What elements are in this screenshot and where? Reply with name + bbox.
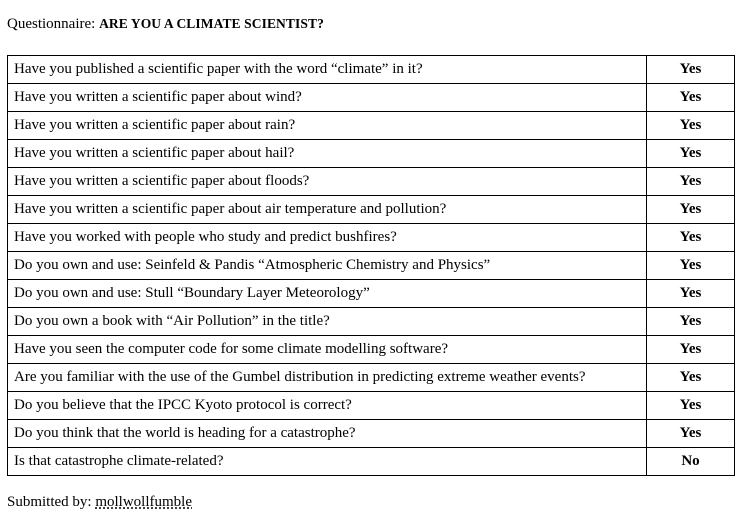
question-cell: Have you written a scientific paper about rain?	[8, 112, 647, 140]
table-row	[8, 196, 735, 224]
answer-cell: Yes	[647, 112, 735, 140]
question-cell: Have you written a scientific paper about hail?	[8, 140, 647, 168]
answer-cell: Yes	[647, 392, 735, 420]
questionnaire-table	[7, 55, 735, 476]
answer-cell: Yes	[647, 420, 735, 448]
submission-footer	[7, 494, 192, 511]
questionnaire-title: ARE YOU A CLIMATE SCIENTIST?	[99, 16, 324, 31]
question-cell: Have you written a scientific paper about air temperature and pollution?	[8, 196, 647, 224]
answer-cell: Yes	[647, 252, 735, 280]
answer-cell: Yes	[647, 364, 735, 392]
question-cell: Have you worked with people who study and predict bushfires?	[8, 224, 647, 252]
question-cell: Have you written a scientific paper about wind?	[8, 84, 647, 112]
submitter-username[interactable]: mollwollfumble	[95, 494, 193, 510]
question-cell: Do you think that the world is heading for a catastrophe?	[8, 420, 647, 448]
table-row	[8, 140, 735, 168]
table-row	[8, 224, 735, 252]
answer-cell: Yes	[647, 308, 735, 336]
question-cell: Do you own a book with “Air Pollution” in the title?	[8, 308, 647, 336]
table-row	[8, 308, 735, 336]
question-cell: Do you believe that the IPCC Kyoto protocol is correct?	[8, 392, 647, 420]
answer-cell: Yes	[647, 140, 735, 168]
table-row	[8, 112, 735, 140]
heading-label: Questionnaire:	[7, 16, 100, 32]
table-row	[8, 168, 735, 196]
question-cell: Have you written a scientific paper about floods?	[8, 168, 647, 196]
table-row	[8, 420, 735, 448]
answer-cell: Yes	[647, 168, 735, 196]
question-cell: Are you familiar with the use of the Gumbel distribution in predicting extreme weather events?	[8, 364, 647, 392]
table-row	[8, 56, 735, 84]
question-cell: Have you published a scientific paper with the word “climate” in it?	[8, 56, 647, 84]
table-row	[8, 84, 735, 112]
answer-cell: Yes	[647, 336, 735, 364]
question-cell: Is that catastrophe climate-related?	[8, 448, 647, 476]
answer-cell: Yes	[647, 196, 735, 224]
answer-cell: Yes	[647, 84, 735, 112]
answer-cell: No	[647, 448, 735, 476]
question-cell: Have you seen the computer code for some climate modelling software?	[8, 336, 647, 364]
answer-cell: Yes	[647, 224, 735, 252]
table-row	[8, 336, 735, 364]
answer-cell: Yes	[647, 280, 735, 308]
footer-label: Submitted by:	[7, 494, 96, 510]
table-row	[8, 448, 735, 476]
table-row	[8, 280, 735, 308]
question-cell: Do you own and use: Stull “Boundary Layer Meteorology”	[8, 280, 647, 308]
table-row	[8, 364, 735, 392]
table-row	[8, 392, 735, 420]
question-cell: Do you own and use: Seinfeld & Pandis “Atmospheric Chemistry and Physics”	[8, 252, 647, 280]
answer-cell: Yes	[647, 56, 735, 84]
questionnaire-heading	[7, 16, 324, 33]
table-row	[8, 252, 735, 280]
